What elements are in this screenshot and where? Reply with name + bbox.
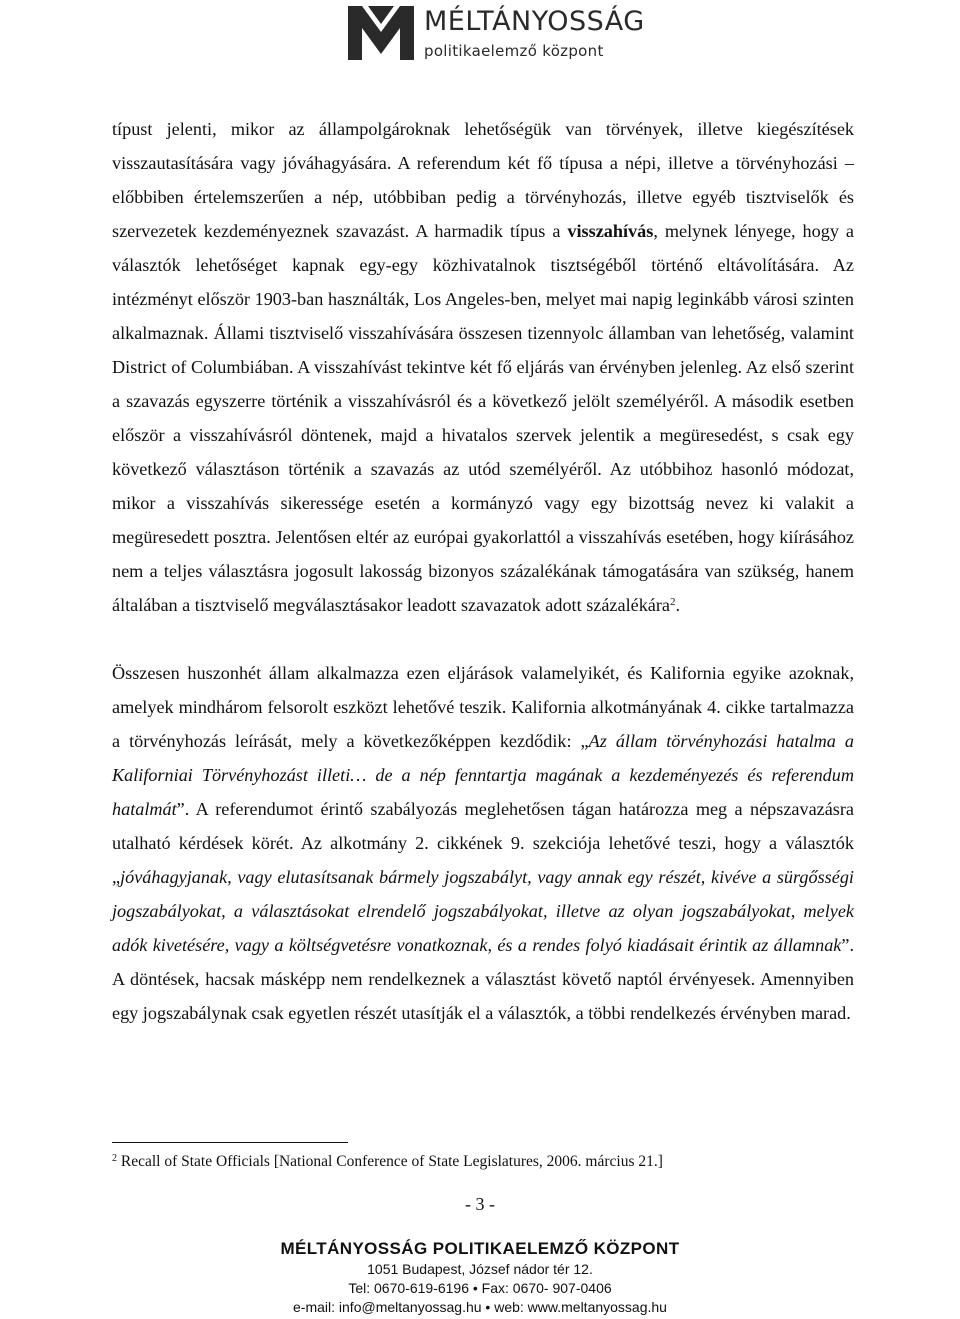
- text-run: .: [675, 595, 681, 615]
- footnote-divider: [112, 1142, 348, 1143]
- text-run: ”. A referendumot érintő szabályozás meglehetősen tágan határozza meg a népszavazásra utalható kérdések körét. Az alkotmány 2. cikkének 9. szekciója lehetővé teszi, hogy a választók „: [112, 799, 854, 887]
- footer-phone: Tel: 0670-619-6196 • Fax: 0670- 907-0406: [348, 1280, 612, 1296]
- meltanyossag-logo-icon: [348, 6, 414, 60]
- italic-quote: Az állam törvényhozási hatalma a Kaliforniai Törvényhozást illeti… de a nép fenntartja magának a kezdeményezés és referendum hatalmát: [112, 731, 854, 819]
- text-run: ”. A döntések, hacsak másképp nem rendelkeznek a választást követő naptól érvényesek. Amennyiben egy jogszabálynak csak egyetlen részét utasítják el a választók, a többi rendelkezés érvényben marad.: [112, 935, 854, 1023]
- bold-term: visszahívás: [567, 221, 654, 241]
- italic-quote: jóváhagyjanak, vagy elutasítsanak bármely jogszabályt, vagy annak egy részét, kivéve a sürgősségi jogszabályokat, a választásokat elrendelő jogszabályokat, illetve az olyan jogszabályokat, melyek adók kivetésére, vagy a költségvetésre vonatkoznak, és a rendes folyó kiadásait érintik az államnak: [112, 867, 854, 955]
- footnote: [112, 1152, 663, 1172]
- page-number: - 3 -: [465, 1194, 495, 1214]
- text-run: , melynek lényege, hogy a választók lehetőséget kapnak egy-egy közhivatalnok tisztségéből történő eltávolítására. Az intézményt először 1903-ban használták, Los Angeles-ben, melyet mai napig leginkább városi szinten alkalmaznak. Állami tisztviselő visszahívására összesen tizennyolc államban van lehetőség, valamint District of Columbiában. A visszahívást tekintve két fő eljárás van érvényben jelenleg. Az első szerint a szavazás egyszerre történik a visszahívásról és a következő jelölt személyéről. A második esetben először a visszahívásról döntenek, majd a hivatalos szervek jelentik a megüresedést, s csak egy következő választáson történik a szavazás az utód személyéről. Az utóbbihoz hasonló módozat, mikor a visszahívás sikeressége esetén a kormányzó vagy egy bizottság nevez ki valakit a megüresedett posztra. Jelentősen eltér az európai gyakorlattól a visszahívás esetében, hogy kiírásához nem a teljes választásra jogosult lakosság bizonyos százalékának támogatására van szükség, hanem általában a tisztviselő megválasztásakor leadott szavazatok adott százalékára: [112, 221, 854, 615]
- footnote-ref: 2: [670, 596, 676, 608]
- paragraph: [112, 112, 854, 622]
- footer-web: e-mail: info@meltanyossag.hu • web: www.meltanyossag.hu: [293, 1299, 667, 1315]
- logo-subtitle: politikaelemző központ: [424, 42, 604, 60]
- footnote-text: Recall of State Officials [National Conference of State Legislatures, 2006. március 21.]: [117, 1153, 663, 1170]
- page-header: [0, 0, 960, 70]
- document-body: [112, 112, 854, 1030]
- footer-organization: MÉLTÁNYOSSÁG POLITIKAELEMZŐ KÖZPONT: [280, 1239, 680, 1258]
- text-run: Összesen huszonhét állam alkalmazza ezen eljárások valamelyikét, és Kalifornia egyike azoknak, amelyek mindhárom felsorolt eszközt lehetővé teszik. Kalifornia alkotmányának 4. cikke tartalmazza a törvényhozás leírását, mely a következőképpen kezdődik: „: [112, 663, 854, 751]
- footnote-number: 2: [112, 1153, 117, 1164]
- footer-address: 1051 Budapest, József nádor tér 12.: [367, 1261, 593, 1277]
- page-footer: [0, 1238, 960, 1317]
- text-run: típust jelenti, mikor az állampolgároknak lehetőségük van törvények, illetve kiegészítések visszautasítására vagy jóváhagyására. A referendum két fő típusa a népi, illetve a törvényhozási – előbbiben értelemszerűen a nép, utóbbiban pedig a törvényhozás, illetve egyéb tisztviselők és szervezetek kezdeményeznek szavazást. A harmadik típus a: [112, 119, 854, 241]
- paragraph: [112, 656, 854, 1030]
- logo-title: MÉLTÁNYOSSÁG: [424, 6, 645, 37]
